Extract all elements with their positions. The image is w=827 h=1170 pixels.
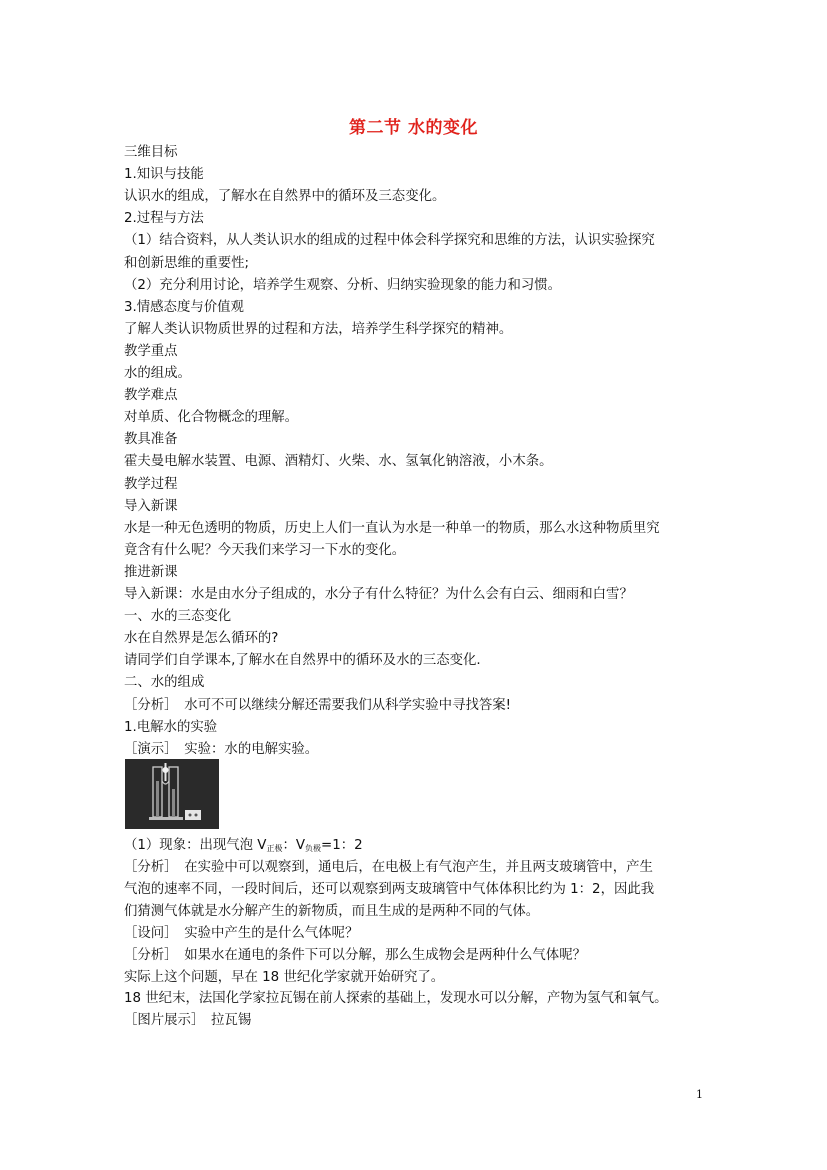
text-line: 教具准备 [124,432,178,448]
positive-electrode-subscript: 正极 [266,844,283,853]
observation-suffix: =1：2 [321,838,363,853]
text-line: 教学难点 [124,388,178,404]
text-line: ［分析］ 水可不可以继续分解还需要我们从科学实验中寻找答案! [124,697,511,713]
text-line: 水是一种无色透明的物质，历史上人们一直认为水是一种单一的物质，那么水这种物质里究 [124,520,660,536]
text-line: （2）充分利用讨论，培养学生观察、分析、归纳实验现象的能力和习惯。 [124,277,562,293]
text-line: 气泡的速率不同，一段时间后，还可以观察到两支玻璃管中气体体积比约为 1：2，因此我 [124,881,655,897]
text-line: 18 世纪末，法国化学家拉瓦锡在前人探索的基础上，发现水可以分解，产物为氢气和氧气。 [124,991,668,1007]
electrolysis-apparatus-icon [125,759,219,829]
text-line: ［设问］ 实验中产生的是什么气体呢？ [124,925,359,941]
text-line: ［演示］ 实验：水的电解实验。 [124,741,319,757]
text-line: 1.知识与技能 [124,167,204,183]
text-line: ［图片展示］ 拉瓦锡 [124,1013,252,1029]
text-line: 实际上这个问题，早在 18 世纪化学家就开始研究了。 [124,969,445,985]
text-line: 一、水的三态变化 [124,609,232,625]
text-line: 1.电解水的实验 [124,719,218,735]
text-line: ［分析］ 如果水在通电的条件下可以分解，那么生成物会是两种什么气体呢？ [124,947,586,963]
text-line: 和创新思维的重要性; [124,255,250,271]
text-line: 推进新课 [124,564,178,580]
text-line: 竟含有什么呢？今天我们来学习一下水的变化。 [124,542,406,558]
text-line: 水的组成。 [124,366,191,381]
text-line: 们猜测气体就是水分解产生的新物质，而且生成的是两种不同的气体。 [124,903,540,919]
text-line: 认识水的组成，了解水在自然界中的循环及三态变化。 [124,189,446,205]
text-line: 二、水的组成 [124,675,205,691]
page-title: 第二节 水的变化 [349,118,478,138]
text-line: 对单质、化合物概念的理解。 [124,410,299,426]
observation-line [124,837,363,858]
text-line: ［分析］ 在实验中可以观察到，通电后，在电极上有气泡产生，并且两支玻璃管中，产生 [124,860,653,875]
text-line: 教学重点 [124,343,178,359]
observation-prefix: （1）现象：出现气泡 V [124,838,267,853]
text-line: 请同学们自学课本,了解水在自然界中的循环及水的三态变化. [124,653,481,669]
text-line: 导入新课：水是由水分子组成的，水分子有什么特征？为什么会有白云、细雨和白雪？ [124,587,633,602]
text-line: 了解人类认识物质世界的过程和方法，培养学生科学探究的精神。 [124,321,513,337]
text-line: 三维目标 [124,145,178,160]
text-line: 3.情感态度与价值观 [124,299,244,315]
page-number: 1 [696,1088,703,1101]
text-line: 水在自然界是怎么循环的? [124,631,279,647]
text-line: （1）结合资料，从人类认识水的组成的过程中体会科学探究和思维的方法，认识实验探究 [124,233,655,249]
electrolysis-apparatus-image [125,759,219,829]
text-line: 2.过程与方法 [124,211,204,227]
negative-electrode-subscript: 负极 [305,844,322,853]
text-line: 导入新课 [124,498,178,514]
text-line: 教学过程 [124,476,178,492]
observation-mid: ：V [282,838,306,853]
text-line: 霍夫曼电解水装置、电源、酒精灯、火柴、水、氢氧化钠溶液，小木条。 [124,454,553,470]
